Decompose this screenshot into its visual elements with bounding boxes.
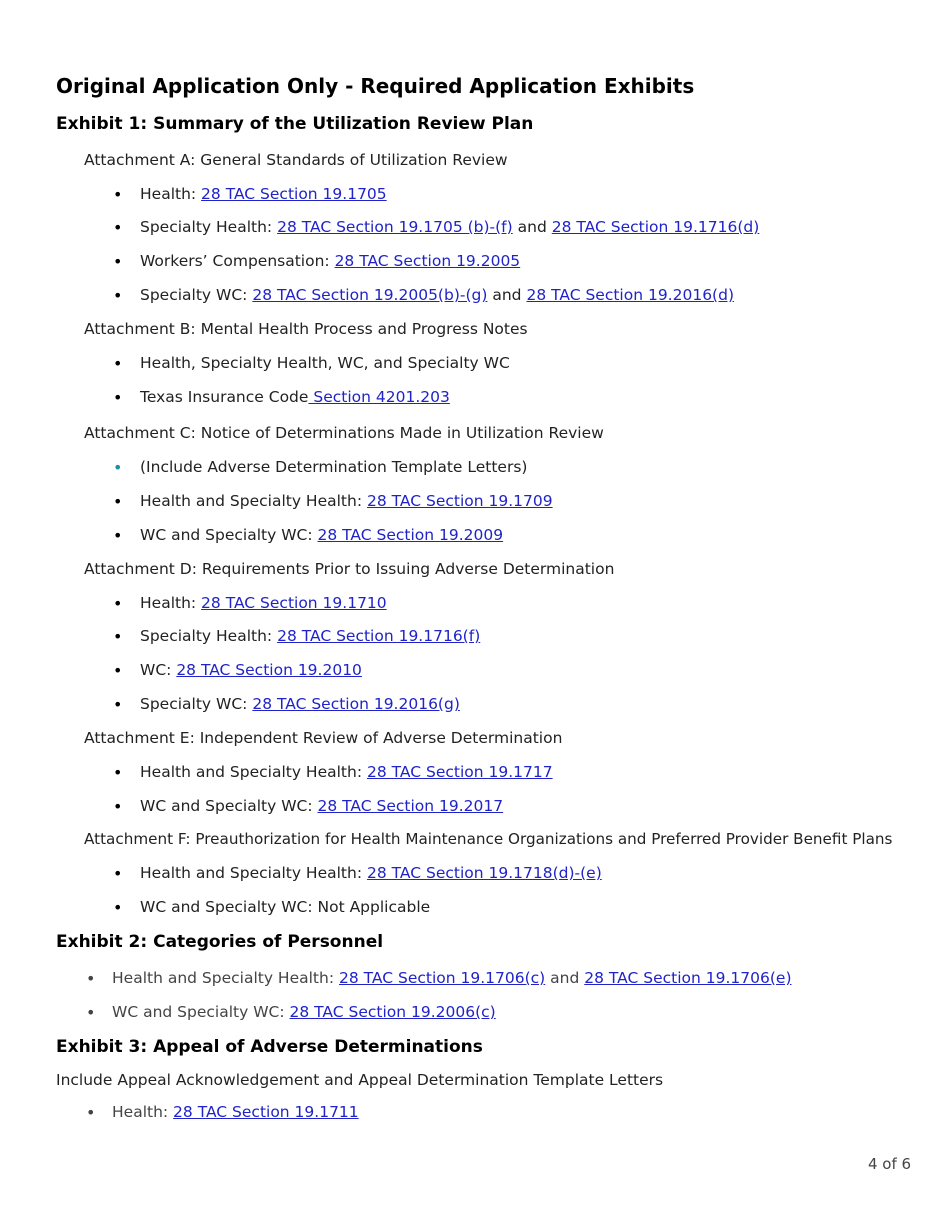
bullet-icon: • bbox=[113, 594, 123, 613]
page-number: 4 of 6 bbox=[868, 1155, 912, 1173]
bullet-icon: • bbox=[113, 763, 123, 782]
reference-link[interactable]: 28 TAC Section 19.2016(d) bbox=[526, 286, 734, 304]
attachment-f-label: Attachment F: Preauthorization for Health Maintenance Organizations and Preferred Provider Benefit Plans bbox=[84, 830, 893, 848]
exhibit-3-intro: Include Appeal Acknowledgement and Appeal Determination Template Letters bbox=[56, 1071, 664, 1089]
reference-link[interactable]: 28 TAC Section 19.2005 bbox=[334, 252, 521, 270]
bullet-icon: • bbox=[113, 526, 123, 545]
list-item: Health and Specialty Health: 28 TAC Section 19.1709 bbox=[140, 492, 553, 510]
reference-link[interactable]: 28 TAC Section 19.2006(c) bbox=[289, 1003, 496, 1021]
reference-link[interactable]: 28 TAC Section 19.1710 bbox=[201, 594, 387, 612]
list-item: Workers’ Compensation: 28 TAC Section 19.2005 bbox=[140, 252, 521, 270]
list-item: WC and Specialty WC: Not Applicable bbox=[140, 898, 431, 916]
list-item: WC and Specialty WC: 28 TAC Section 19.2006(c) bbox=[112, 1003, 496, 1021]
list-item: Health and Specialty Health: 28 TAC Section 19.1718(d)-(e) bbox=[140, 864, 602, 882]
reference-link[interactable]: 28 TAC Section 19.1705 bbox=[201, 185, 387, 203]
bullet-icon: • bbox=[113, 458, 123, 477]
bullet-icon: • bbox=[86, 1103, 96, 1122]
page-title: Original Application Only - Required Application Exhibits bbox=[56, 74, 695, 98]
bullet-icon: • bbox=[113, 898, 123, 917]
reference-link[interactable]: 28 TAC Section 19.1705 (b)-(f) bbox=[277, 218, 513, 236]
reference-link[interactable]: 28 TAC Section 19.1711 bbox=[173, 1103, 359, 1121]
bullet-icon: • bbox=[113, 218, 123, 237]
bullet-icon: • bbox=[113, 354, 123, 373]
attachment-c-label: Attachment C: Notice of Determinations Made in Utilization Review bbox=[84, 424, 604, 442]
reference-link[interactable]: 28 TAC Section 19.1716(d) bbox=[551, 218, 760, 236]
attachment-a-label: Attachment A: General Standards of Utilization Review bbox=[84, 151, 508, 169]
list-item: Health: 28 TAC Section 19.1705 bbox=[140, 185, 387, 203]
reference-link[interactable]: 28 TAC Section 19.2010 bbox=[176, 661, 362, 679]
bullet-icon: • bbox=[113, 797, 123, 816]
exhibit-3-heading: Exhibit 3: Appeal of Adverse Determinations bbox=[56, 1037, 483, 1057]
list-item: Specialty Health: 28 TAC Section 19.1705 (b)-(f) and 28 TAC Section 19.1716(d) bbox=[140, 218, 760, 236]
attachment-d-label: Attachment D: Requirements Prior to Issuing Adverse Determination bbox=[84, 560, 615, 578]
bullet-icon: • bbox=[113, 864, 123, 883]
reference-link[interactable]: 28 TAC Section 19.1718(d)-(e) bbox=[366, 864, 602, 882]
reference-link[interactable]: 28 TAC Section 19.1716(f) bbox=[277, 627, 481, 645]
reference-link[interactable]: 28 TAC Section 19.2017 bbox=[317, 797, 504, 815]
bullet-icon: • bbox=[113, 286, 123, 305]
list-item: Health and Specialty Health: 28 TAC Section 19.1706(c) and 28 TAC Section 19.1706(e) bbox=[112, 969, 792, 987]
list-item: (Include Adverse Determination Template Letters) bbox=[140, 458, 528, 476]
list-item: WC and Specialty WC: 28 TAC Section 19.2017 bbox=[140, 797, 504, 815]
bullet-icon: • bbox=[113, 695, 123, 714]
bullet-icon: • bbox=[113, 252, 123, 271]
list-item: Health, Specialty Health, WC, and Specialty WC bbox=[140, 354, 510, 372]
bullet-icon: • bbox=[113, 661, 123, 680]
attachment-b-label: Attachment B: Mental Health Process and Progress Notes bbox=[84, 320, 528, 338]
bullet-icon: • bbox=[113, 627, 123, 646]
list-item: Health: 28 TAC Section 19.1710 bbox=[140, 594, 387, 612]
list-item: WC: 28 TAC Section 19.2010 bbox=[140, 661, 362, 679]
bullet-icon: • bbox=[113, 185, 123, 204]
attachment-e-label: Attachment E: Independent Review of Adverse Determination bbox=[84, 729, 563, 747]
list-item: Health: 28 TAC Section 19.1711 bbox=[112, 1103, 359, 1121]
reference-link[interactable]: 28 TAC Section 19.1717 bbox=[366, 763, 553, 781]
exhibit-1-heading: Exhibit 1: Summary of the Utilization Review Plan bbox=[56, 114, 534, 134]
reference-link[interactable]: Section 4201.203 bbox=[308, 388, 450, 406]
list-item: WC and Specialty WC: 28 TAC Section 19.2009 bbox=[140, 526, 504, 544]
list-item: Health and Specialty Health: 28 TAC Section 19.1717 bbox=[140, 763, 553, 781]
reference-link[interactable]: 28 TAC Section 19.1709 bbox=[366, 492, 553, 510]
list-item: Specialty Health: 28 TAC Section 19.1716(f) bbox=[140, 627, 481, 645]
exhibit-2-heading: Exhibit 2: Categories of Personnel bbox=[56, 932, 384, 952]
reference-link[interactable]: 28 TAC Section 19.2009 bbox=[317, 526, 504, 544]
list-item: Specialty WC: 28 TAC Section 19.2005(b)-(g) and 28 TAC Section 19.2016(d) bbox=[140, 286, 734, 304]
reference-link[interactable]: 28 TAC Section 19.1706(e) bbox=[584, 969, 792, 987]
reference-link[interactable]: 28 TAC Section 19.2016(g) bbox=[252, 695, 460, 713]
reference-link[interactable]: 28 TAC Section 19.2005(b)-(g) bbox=[252, 286, 488, 304]
list-item: Specialty WC: 28 TAC Section 19.2016(g) bbox=[140, 695, 460, 713]
bullet-icon: • bbox=[86, 1003, 96, 1022]
bullet-icon: • bbox=[86, 969, 96, 988]
bullet-icon: • bbox=[113, 492, 123, 511]
reference-link[interactable]: 28 TAC Section 19.1706(c) bbox=[338, 969, 546, 987]
bullet-icon: • bbox=[113, 388, 123, 407]
list-item: Texas Insurance Code Section 4201.203 bbox=[140, 388, 450, 406]
